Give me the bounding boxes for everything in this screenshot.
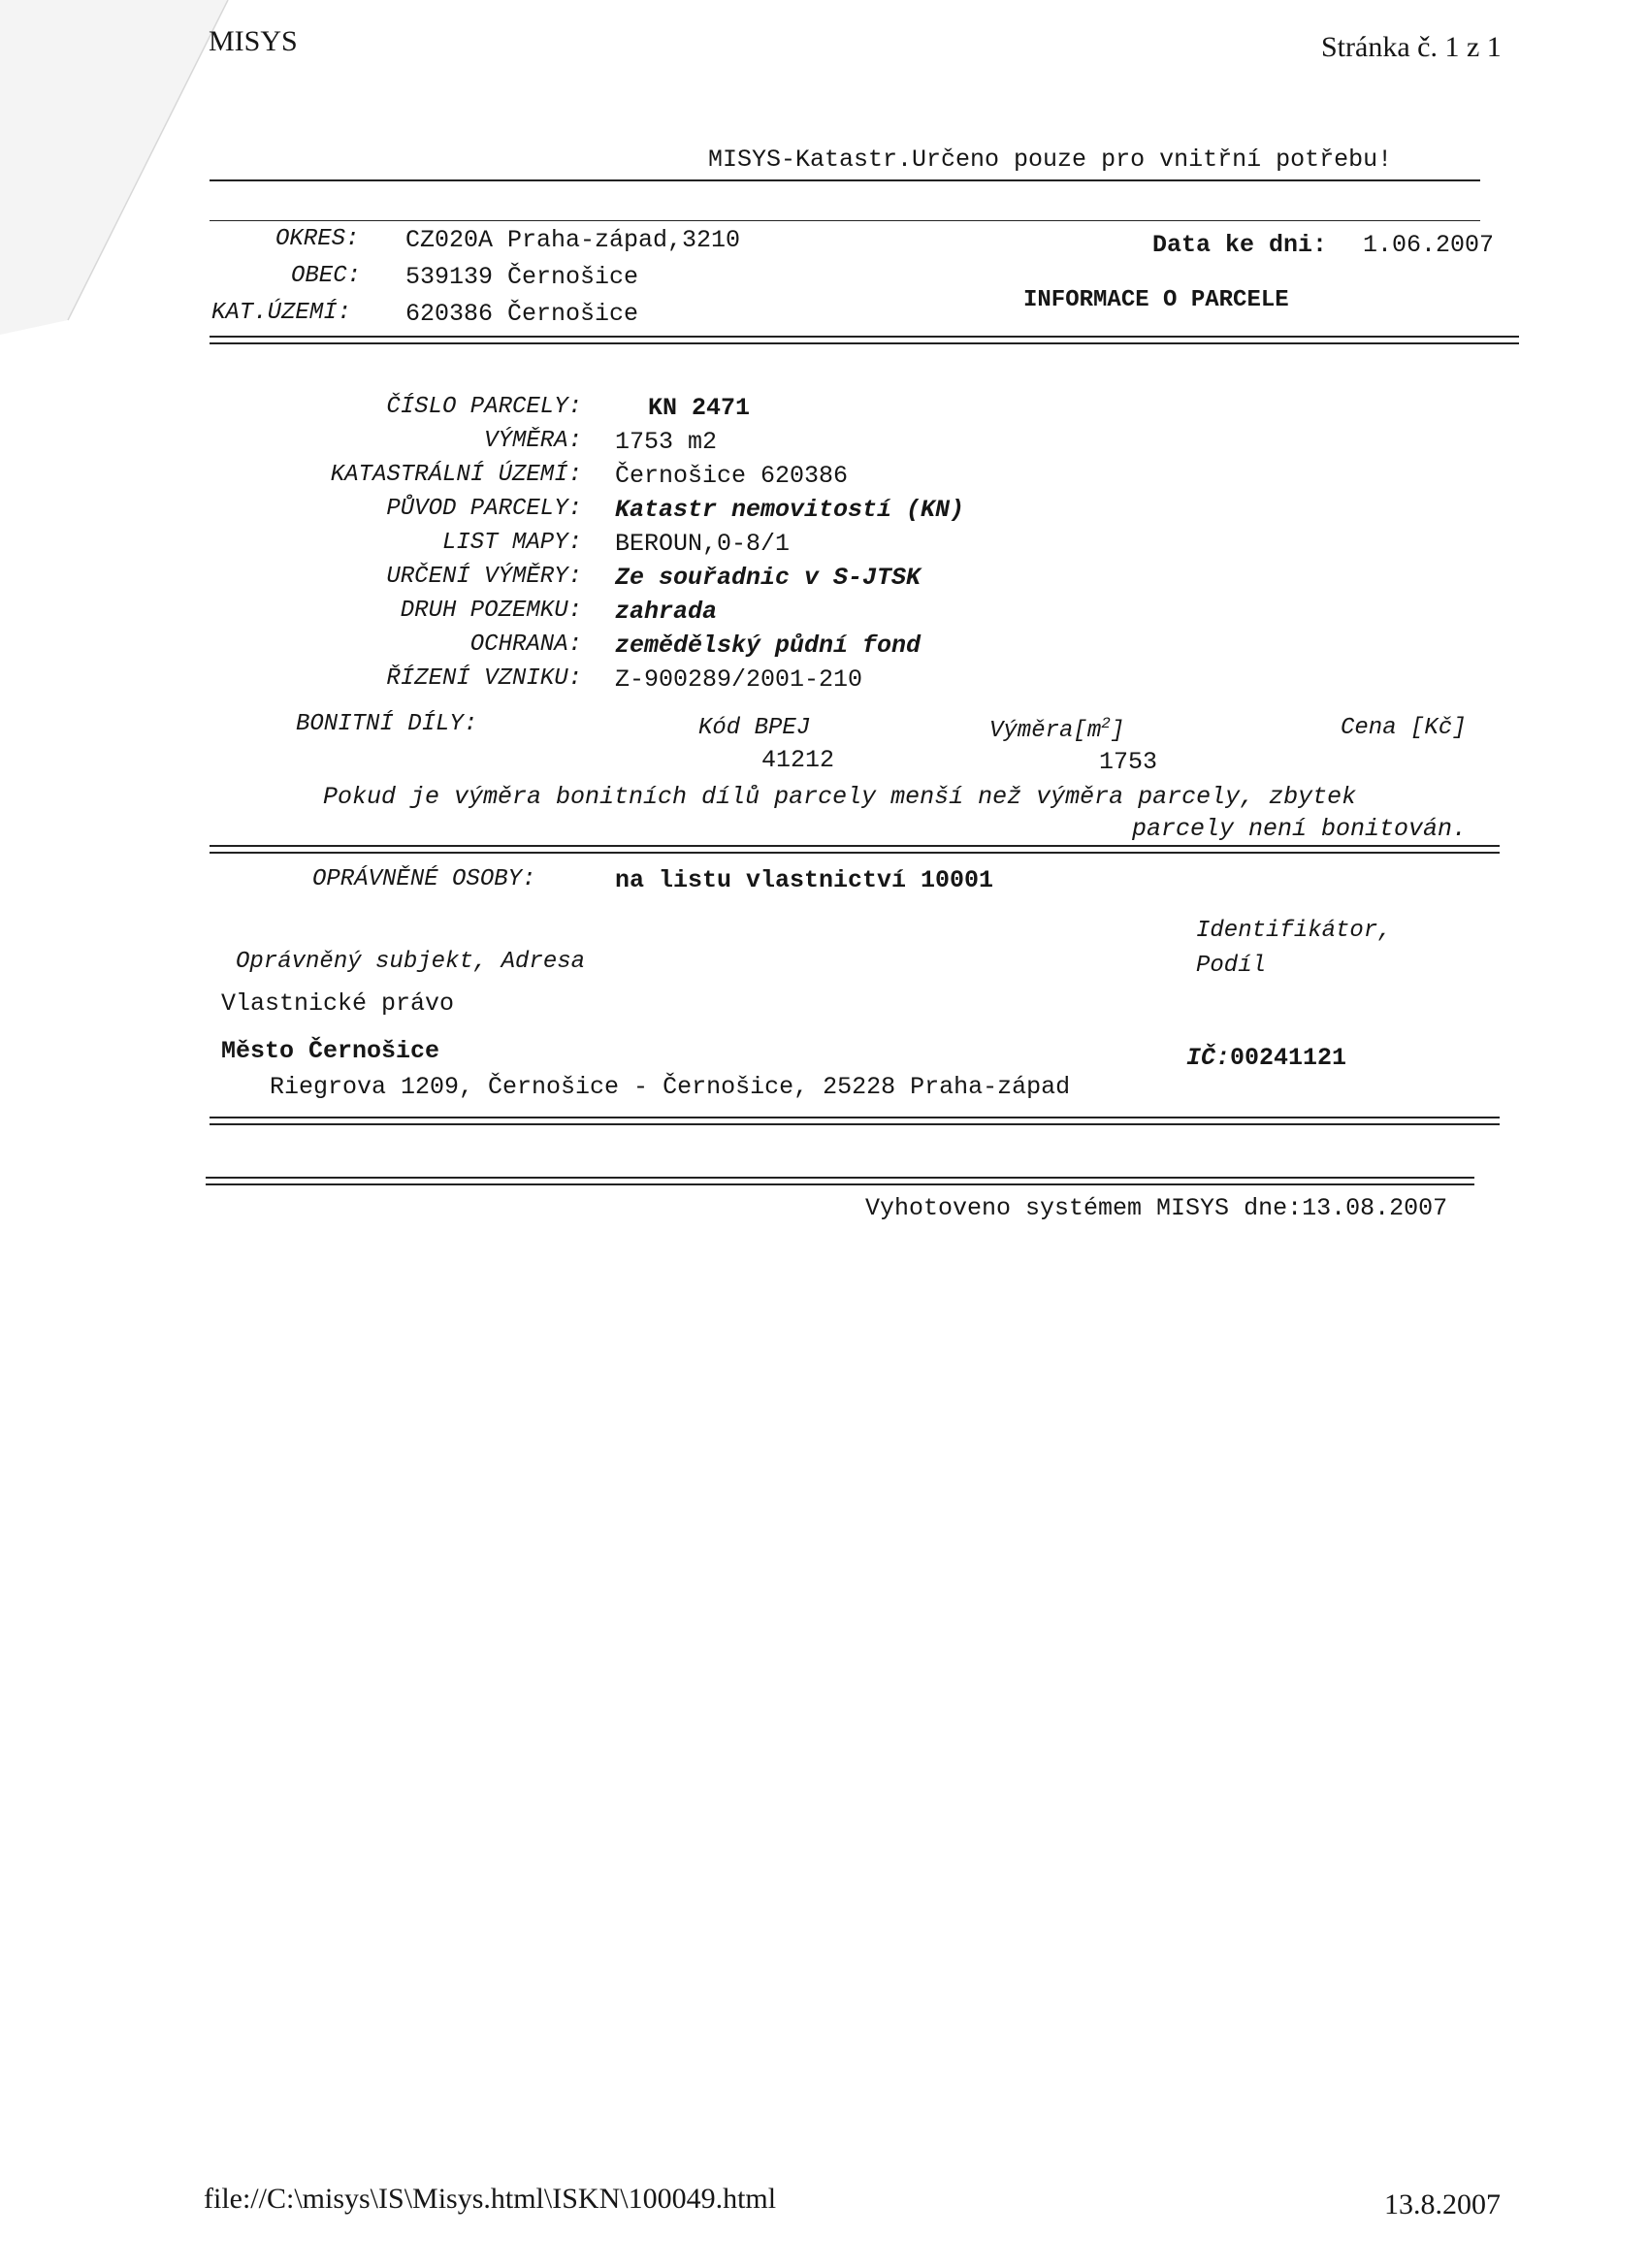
generated-note: Vyhotoveno systémem MISYS dne:13.08.2007 [865, 1194, 1448, 1222]
obec-value: 539139 Černošice [405, 263, 639, 291]
bonitni-double-rule-2 [210, 852, 1500, 854]
owner-name: Město Černošice [221, 1037, 440, 1065]
druh-pozemku-value: zahrada [615, 598, 718, 626]
right-type: Vlastnické právo [221, 989, 455, 1018]
katastralni-uzemi-label: KATASTRÁLNÍ ÚZEMÍ: [330, 462, 582, 488]
document-title: INFORMACE O PARCELE [1023, 287, 1289, 313]
owner-id [1186, 1044, 1346, 1072]
bpej-code-value: 41212 [761, 746, 835, 774]
print-date: 13.8.2007 [1384, 2188, 1501, 2220]
page-counter: Stránka č. 1 z 1 [1321, 31, 1502, 63]
header-double-rule-2 [210, 342, 1519, 344]
katuzemi-label: KAT.ÚZEMÍ: [211, 300, 352, 326]
puvod-parcely-value: Katastr nemovitostí (KN) [615, 496, 965, 524]
okres-label: OKRES: [275, 226, 360, 252]
owners-double-rule-2 [210, 1123, 1500, 1125]
katastralni-uzemi-value: Černošice 620386 [615, 462, 849, 490]
banner-text: MISYS-Katastr.Určeno pouze pro vnitřní potřebu! [708, 146, 1393, 174]
okres-value: CZ020A Praha-západ,3210 [405, 226, 741, 254]
puvod-parcely-label: PŮVOD PARCELY: [386, 496, 582, 522]
bpej-area-value: 1753 [1099, 748, 1158, 776]
owner-id-label: IČ: [1186, 1044, 1231, 1072]
list-mapy-label: LIST MAPY: [441, 530, 582, 556]
subject-header: Oprávněný subjekt, Adresa [236, 949, 586, 975]
bonitni-label: BONITNÍ DÍLY: [296, 711, 478, 737]
opravnene-osoby-value: na listu vlastnictví 10001 [615, 866, 994, 894]
vymera-label: VÝMĚRA: [484, 428, 582, 454]
browser-title: MISYS [209, 25, 298, 57]
urceni-vymery-label: URČENÍ VÝMĚRY: [386, 564, 582, 590]
identifikator-header-1: Identifikátor, [1196, 918, 1392, 944]
owner-address: Riegrova 1209, Černošice - Černošice, 25228 Praha-západ [270, 1073, 1071, 1101]
ochrana-label: OCHRANA: [469, 632, 582, 658]
obec-label: OBEC: [291, 263, 362, 289]
identifikator-header-2: Podíl [1196, 953, 1267, 979]
ochrana-value: zemědělský půdní fond [615, 632, 922, 660]
banner-rule [210, 179, 1480, 181]
katuzemi-value: 620386 Černošice [405, 300, 639, 328]
footer-double-rule-1 [206, 1177, 1474, 1179]
cislo-parcely-label: ČÍSLO PARCELY: [386, 394, 582, 420]
bonitni-note-line2-text: parcely není bonitován. [1131, 815, 1467, 843]
page-fold-shadow [0, 0, 233, 349]
druh-pozemku-label: DRUH POZEMKU: [400, 598, 582, 624]
bonitni-double-rule-1 [210, 845, 1500, 847]
header-top-rule [210, 220, 1480, 221]
kod-bpej-header: Kód BPEJ [698, 715, 811, 741]
opravnene-osoby-label: OPRÁVNĚNÉ OSOBY: [312, 866, 536, 892]
vymera-header-sup: 2 [1101, 715, 1111, 732]
list-mapy-value: BEROUN,0-8/1 [615, 530, 791, 558]
rizeni-vzniku-value: Z-900289/2001-210 [615, 665, 863, 694]
vymera-header-unit: [m [1073, 718, 1102, 744]
bonitni-note-line1: Pokud je výměra bonitních dílů parcely menší než výměra parcely, zbytek [323, 783, 1357, 811]
vymera-header-close: ] [1110, 718, 1125, 744]
rizeni-vzniku-label: ŘÍZENÍ VZNIKU: [386, 665, 582, 692]
date-label: Data ke dni: [1152, 231, 1328, 259]
vymera-value: 1753 m2 [615, 428, 718, 456]
cena-header: Cena [Kč] [1341, 715, 1467, 741]
file-url: file://C:\misys\IS\Misys.html\ISKN\100049.html [204, 2183, 777, 2215]
owners-double-rule-1 [210, 1117, 1500, 1118]
footer-double-rule-2 [206, 1183, 1474, 1185]
vymera-header [989, 715, 1124, 744]
header-double-rule-1 [210, 336, 1519, 338]
vymera-header-text: Výměra [989, 718, 1074, 744]
urceni-vymery-value: Ze souřadnic v S-JTSK [615, 564, 922, 592]
bonitni-note-line2 [0, 815, 1467, 843]
owner-id-value: 00241121 [1230, 1044, 1347, 1072]
cislo-parcely-value: KN 2471 [648, 394, 751, 422]
date-value: 1.06.2007 [1363, 231, 1495, 259]
